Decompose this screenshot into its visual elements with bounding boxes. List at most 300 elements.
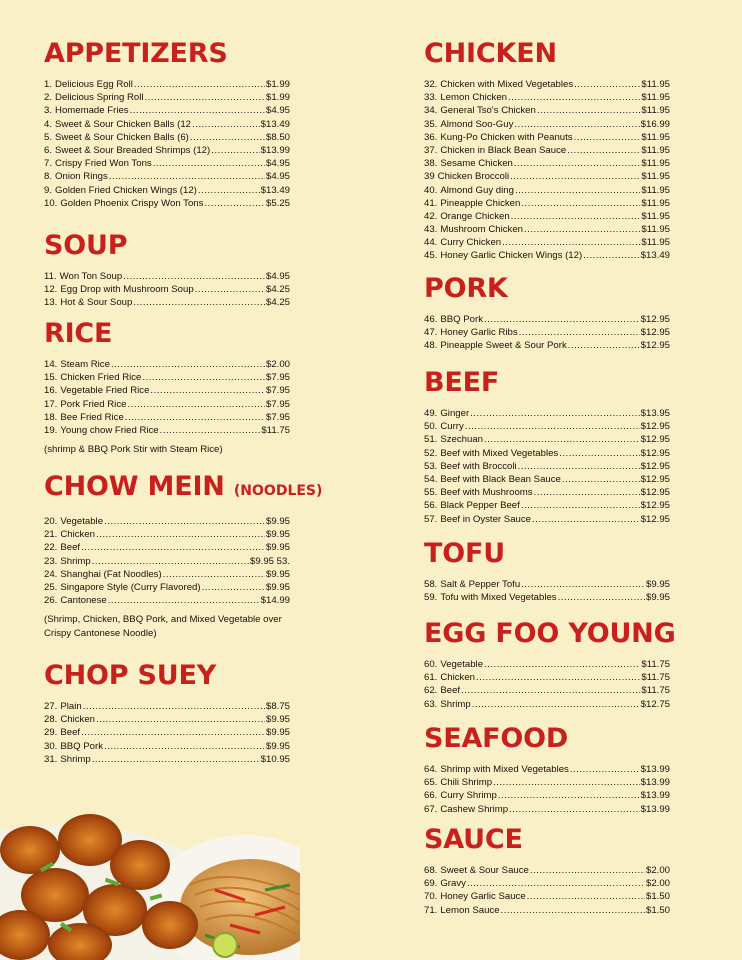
menu-item-number: 29.: [44, 727, 58, 739]
dot-leader: [81, 541, 265, 554]
menu-item: [44, 358, 290, 371]
menu-item-number: 8.: [44, 171, 53, 183]
menu-item-price: $1.50: [645, 891, 670, 903]
section-sauce: [424, 826, 670, 917]
menu-item-number: 12.: [44, 284, 58, 296]
section-title-text: APPETIZERS: [44, 38, 228, 69]
dot-leader: [125, 411, 265, 424]
menu-item-list: [424, 763, 670, 816]
dot-leader: [511, 210, 641, 223]
dot-leader: [537, 104, 641, 117]
menu-item: [44, 144, 290, 157]
menu-item-name: Shanghai (Fat Noodles): [60, 568, 162, 580]
menu-item-name: BBQ Pork: [440, 314, 483, 325]
menu-item-name: Won Ton Soup: [59, 271, 123, 282]
menu-item-number: 64.: [424, 764, 438, 775]
menu-item-name: Chicken Fried Rice: [60, 372, 142, 384]
menu-item: [44, 528, 290, 541]
menu-item-price: $12.95: [640, 473, 670, 485]
menu-item-number: 43.: [424, 224, 438, 236]
section-egg-foo-young: [424, 618, 676, 711]
menu-item-name: Pineapple Chicken: [440, 197, 521, 209]
menu-item: [44, 170, 290, 183]
dot-leader: [465, 420, 640, 433]
menu-item-price: $11.95: [641, 224, 670, 236]
menu-item: [44, 726, 290, 739]
menu-item-price: $4.25: [265, 284, 290, 296]
section-title: [424, 618, 676, 649]
menu-item-name: Sweet & Sour Chicken Balls (12: [55, 118, 191, 130]
menu-item-price: $11.75: [261, 424, 290, 436]
menu-item-number: 62.: [424, 685, 438, 697]
section-subtitle: (NOODLES): [233, 483, 323, 499]
menu-item: [44, 157, 290, 170]
section-appetizers: [44, 40, 290, 210]
section-title-text: SOUP: [44, 230, 128, 261]
menu-item: [424, 877, 670, 890]
dot-leader: [145, 91, 265, 104]
menu-item-price: $11.95: [641, 144, 670, 156]
menu-item-number: 11.: [44, 271, 57, 282]
section-title-text: CHOW MEIN: [44, 471, 225, 502]
menu-item-number: 28.: [44, 714, 58, 726]
menu-item-price: $4.95: [265, 105, 290, 117]
menu-item-price: $12.95: [640, 314, 670, 325]
menu-item-name: Curry Shrimp: [440, 790, 497, 802]
dot-leader: [521, 578, 645, 591]
menu-item-number: 49.: [424, 408, 438, 419]
menu-item-number: 35.: [424, 118, 438, 130]
menu-item-number: 54.: [424, 473, 438, 485]
menu-item-number: 59.: [424, 592, 438, 604]
menu-item-price: $7.95: [265, 372, 290, 384]
menu-item-price: $14.99: [260, 595, 290, 607]
menu-item-name: Delicious Egg Roll: [55, 79, 133, 90]
menu-item-number: 33.: [424, 92, 438, 104]
menu-item: [44, 411, 290, 424]
dot-leader: [127, 398, 265, 411]
menu-item: [424, 91, 670, 104]
menu-item: [424, 407, 670, 420]
menu-item-price: $13.99: [640, 790, 670, 802]
dot-leader: [484, 658, 640, 671]
dot-leader: [202, 581, 265, 594]
menu-item: [44, 296, 290, 309]
menu-item-price: $11.95: [641, 105, 670, 117]
menu-item-price: $13.99: [640, 777, 670, 789]
menu-item-name: Sesame Chicken: [440, 158, 513, 170]
menu-item-name: Szechuan: [440, 434, 484, 446]
menu-item: [44, 78, 290, 91]
menu-item-number: 63.: [424, 698, 438, 710]
dot-leader: [484, 313, 640, 326]
menu-item-price: $8.75: [265, 701, 290, 712]
menu-item-price: $1.99: [265, 92, 290, 104]
menu-item-number: 27.: [44, 701, 58, 712]
section-chicken: [424, 40, 670, 263]
section-title-text: EGG FOO YOUNG: [424, 618, 676, 649]
menu-item-name: Beef: [60, 727, 81, 739]
dot-leader: [510, 170, 640, 183]
section-title-text: SEAFOOD: [424, 723, 569, 754]
menu-item-number: 7.: [44, 158, 53, 170]
menu-item-number: 44.: [424, 237, 438, 249]
menu-item-number: 25.: [44, 581, 58, 593]
menu-item: [424, 157, 670, 170]
menu-item-number: 34.: [424, 105, 438, 117]
menu-item-number: 47.: [424, 327, 438, 339]
menu-item: [424, 197, 670, 210]
menu-item-number: 39: [424, 171, 435, 183]
dot-leader: [521, 197, 640, 210]
dot-leader: [134, 78, 265, 91]
dot-leader: [521, 499, 640, 512]
menu-item-list: [424, 313, 670, 353]
menu-item: [424, 698, 670, 711]
menu-item-number: 48.: [424, 340, 438, 352]
menu-item-list: [44, 78, 290, 210]
menu-item-price: $11.75: [641, 685, 670, 697]
section-beef: [424, 369, 670, 526]
menu-item-number: 26.: [44, 595, 58, 607]
menu-item-price: $9.95 53.: [249, 555, 290, 567]
menu-item: [44, 594, 290, 607]
section-pork: [424, 275, 670, 353]
menu-item-number: 60.: [424, 659, 438, 670]
menu-item-price: $9.95: [265, 581, 290, 593]
menu-item-name: Chicken Broccoli: [437, 171, 510, 183]
dot-leader: [574, 131, 641, 144]
menu-item-price: $13.99: [640, 803, 670, 815]
menu-item: [424, 433, 670, 446]
dot-leader: [109, 170, 265, 183]
menu-item-number: 58.: [424, 579, 438, 590]
dot-leader: [574, 78, 640, 91]
menu-item-number: 19.: [44, 424, 58, 436]
menu-item-number: 41.: [424, 197, 438, 209]
menu-item: [44, 270, 290, 283]
menu-item: [424, 591, 670, 604]
menu-item-number: 56.: [424, 500, 438, 512]
menu-item: [424, 486, 670, 499]
menu-item-name: Sweet & Sour Breaded Shrimps (12): [55, 144, 211, 156]
dot-leader: [515, 184, 640, 197]
menu-item-name: Chicken: [440, 672, 476, 684]
menu-item-price: $12.95: [640, 500, 670, 512]
dot-leader: [130, 104, 265, 117]
menu-item-name: Curry: [440, 421, 464, 433]
section-title-text: PORK: [424, 273, 508, 304]
menu-item: [424, 78, 670, 91]
menu-item: [424, 890, 670, 903]
menu-item-number: 65.: [424, 777, 438, 789]
menu-item-price: $7.95: [265, 385, 290, 397]
section-title-text: CHICKEN: [424, 38, 557, 69]
menu-item-price: $9.95: [265, 529, 290, 541]
dot-leader: [514, 157, 640, 170]
menu-item-list: [424, 78, 670, 263]
menu-item-price: $4.95: [265, 171, 290, 183]
dot-leader: [96, 713, 265, 726]
menu-item: [424, 864, 670, 877]
dot-leader: [108, 594, 260, 607]
section-soup: [44, 232, 290, 310]
menu-item-price: $13.49: [640, 250, 670, 262]
menu-item-name: Young chow Fried Rice: [60, 424, 159, 436]
menu-item: [424, 904, 670, 917]
dot-leader: [153, 157, 265, 170]
menu-item-name: Hot & Sour Soup: [60, 297, 133, 309]
section-title: [44, 232, 290, 260]
section-note: (shrimp & BBQ Pork Stir with Steam Rice): [44, 444, 223, 456]
menu-item-price: $11.75: [641, 659, 670, 670]
menu-item-name: Pork Fried Rice: [60, 398, 127, 410]
menu-item: [44, 197, 290, 210]
menu-item-price: $12.95: [640, 434, 670, 446]
section-title: [424, 826, 670, 854]
dot-leader: [519, 326, 640, 339]
menu-item-name: Cashew Shrimp: [440, 803, 509, 815]
section-title-text: TOFU: [424, 538, 505, 569]
menu-item: [44, 740, 290, 753]
section-chop-suey: [44, 662, 290, 766]
menu-item-name: Honey Garlic Ribs: [440, 327, 518, 339]
menu-item: [44, 515, 290, 528]
dot-leader: [532, 513, 640, 526]
menu-item-name: Kung-Po Chicken with Peanuts: [440, 131, 573, 143]
menu-item-price: $4.95: [265, 158, 290, 170]
dot-leader: [559, 447, 639, 460]
dot-leader: [567, 144, 640, 157]
menu-item-number: 38.: [424, 158, 438, 170]
dot-leader: [123, 270, 265, 283]
section-title-text: SAUCE: [424, 824, 523, 855]
menu-item-name: Almond Guy ding: [440, 184, 514, 196]
menu-item-name: Mushroom Chicken: [440, 224, 523, 236]
menu-item: [424, 776, 670, 789]
menu-item-price: $12.95: [640, 340, 670, 352]
menu-item-number: 2.: [44, 92, 53, 104]
dot-leader: [514, 118, 639, 131]
menu-item-price: $9.95: [265, 516, 290, 527]
menu-item-number: 32.: [424, 79, 438, 90]
section-title: [424, 725, 670, 753]
dot-leader: [501, 904, 645, 917]
menu-item-number: 22.: [44, 542, 58, 554]
menu-item-name: Bee Fried Rice: [60, 411, 124, 423]
menu-item-name: Curry Chicken: [440, 237, 502, 249]
menu-item-price: $12.75: [640, 698, 670, 710]
menu-item: [424, 184, 670, 197]
menu-item-name: Gravy: [440, 878, 466, 890]
menu-item-name: Golden Phoenix Crispy Won Tons: [60, 197, 204, 209]
menu-item-name: Vegetable Fried Rice: [60, 385, 150, 397]
menu-item-price: $9.95: [265, 740, 290, 752]
menu-item-name: Chicken: [60, 714, 96, 726]
menu-item-name: Sweet & Sour Chicken Balls (6): [55, 131, 189, 143]
menu-item-name: Ginger: [440, 408, 470, 419]
menu-item-name: Honey Garlic Sauce: [440, 891, 526, 903]
menu-item-price: $11.95: [641, 131, 670, 143]
menu-item-name: Honey Garlic Chicken Wings (12): [440, 250, 583, 262]
menu-item-number: 40.: [424, 184, 438, 196]
menu-item: [44, 581, 290, 594]
dot-leader: [81, 726, 265, 739]
dot-leader: [204, 197, 265, 210]
menu-item: [424, 447, 670, 460]
menu-item-price: $11.95: [641, 184, 670, 196]
menu-item-price: $9.95: [645, 592, 670, 604]
menu-item-name: Orange Chicken: [440, 210, 510, 222]
menu-item: [424, 210, 670, 223]
section-chow-mein: [44, 471, 323, 640]
menu-item-number: 21.: [44, 529, 58, 541]
section-title-text: BEEF: [424, 367, 500, 398]
section-title-text: RICE: [44, 318, 113, 349]
dot-leader: [461, 684, 640, 697]
menu-item-name: Cantonese: [60, 595, 107, 607]
menu-item-number: 15.: [44, 372, 58, 384]
menu-item-price: $11.75: [641, 672, 670, 684]
menu-item-name: Golden Fried Chicken Wings (12): [55, 184, 197, 196]
menu-item-name: Chicken: [60, 529, 96, 541]
menu-item-name: Beef with Black Bean Sauce: [440, 473, 561, 485]
menu-item-list: [44, 515, 290, 607]
menu-item: [424, 789, 670, 802]
menu-item-price: $9.95: [265, 727, 290, 739]
dot-leader: [534, 486, 640, 499]
menu-item: [44, 91, 290, 104]
menu-item-name: Vegetable: [440, 659, 484, 670]
menu-item-number: 51.: [424, 434, 438, 446]
menu-item-name: Shrimp: [60, 555, 91, 567]
menu-item-number: 30.: [44, 740, 58, 752]
menu-item-number: 10.: [44, 197, 58, 209]
dot-leader: [530, 864, 645, 877]
menu-item-number: 55.: [424, 487, 438, 499]
menu-item-number: 31.: [44, 753, 58, 765]
menu-item: [424, 236, 670, 249]
menu-item: [424, 339, 670, 352]
dot-leader: [467, 877, 645, 890]
menu-item-number: 68.: [424, 865, 438, 876]
menu-item: [44, 184, 290, 197]
menu-item-number: 57.: [424, 513, 438, 525]
section-title: [44, 320, 290, 348]
dot-leader: [150, 384, 265, 397]
menu-item-price: $4.95: [265, 271, 290, 282]
menu-item-number: 9.: [44, 184, 53, 196]
section-tofu: [424, 540, 670, 604]
menu-item: [44, 118, 290, 131]
menu-item-price: $9.95: [645, 579, 670, 590]
menu-item-number: 18.: [44, 411, 58, 423]
menu-item-list: [44, 358, 290, 437]
menu-item-name: Shrimp: [440, 698, 471, 710]
menu-item-price: $11.95: [641, 171, 670, 183]
menu-item-number: 13.: [44, 297, 58, 309]
menu-item: [424, 473, 670, 486]
menu-item-number: 69.: [424, 878, 438, 890]
menu-item: [44, 283, 290, 296]
menu-item-number: 66.: [424, 790, 438, 802]
food-photo-icon: [0, 795, 300, 960]
menu-item-price: $2.00: [265, 359, 290, 370]
menu-item-price: $13.99: [260, 144, 290, 156]
menu-item-name: Beef with Broccoli: [440, 460, 517, 472]
dot-leader: [104, 740, 265, 753]
menu-item-name: Black Pepper Beef: [440, 500, 520, 512]
menu-item: [424, 170, 670, 183]
menu-item-name: Egg Drop with Mushroom Soup: [60, 284, 194, 296]
dot-leader: [470, 407, 640, 420]
menu-item-price: $4.25: [265, 297, 290, 309]
menu-item-price: $13.49: [260, 184, 290, 196]
section-title: [424, 369, 670, 397]
menu-item-name: Delicious Spring Roll: [55, 92, 144, 104]
menu-item-price: $10.95: [260, 753, 290, 765]
menu-item-list: [44, 270, 290, 310]
menu-item: [424, 326, 670, 339]
menu-item-name: Beef: [60, 542, 81, 554]
menu-item-name: Crispy Fried Won Tons: [55, 158, 152, 170]
menu-item: [424, 249, 670, 262]
menu-item-price: $11.95: [641, 210, 670, 222]
menu-item-list: [424, 658, 670, 711]
menu-item-price: $2.00: [645, 878, 670, 890]
menu-item-number: 50.: [424, 421, 438, 433]
menu-item: [44, 568, 290, 581]
menu-item: [424, 420, 670, 433]
menu-item: [424, 104, 670, 117]
menu-item-price: $2.00: [645, 865, 670, 876]
section-title: [424, 40, 670, 68]
dot-leader: [160, 424, 261, 437]
section-note: (Shrimp, Chicken, BBQ Pork, and Mixed Vegetable over Crispy Cantonese Noodle): [44, 614, 282, 639]
menu-item: [44, 131, 290, 144]
menu-item-number: 61.: [424, 672, 438, 684]
menu-item: [44, 555, 290, 568]
menu-item-number: 24.: [44, 568, 58, 580]
menu-item-name: Beef in Oyster Sauce: [440, 513, 531, 525]
menu-item-number: 45.: [424, 250, 438, 262]
menu-item-number: 6.: [44, 144, 53, 156]
menu-item-price: $16.99: [640, 118, 670, 130]
menu-item: [44, 424, 290, 437]
dot-leader: [133, 296, 265, 309]
menu-item-price: $9.95: [265, 568, 290, 580]
section-title: [424, 275, 670, 303]
menu-item-name: Steam Rice: [60, 359, 110, 370]
menu-item: [424, 460, 670, 473]
menu-item-price: $13.99: [640, 764, 670, 775]
menu-item-name: Beef with Mushrooms: [440, 487, 533, 499]
menu-item-name: Chili Shrimp: [440, 777, 493, 789]
menu-item-price: $9.95: [265, 714, 290, 726]
menu-item-number: 20.: [44, 516, 58, 527]
dot-leader: [476, 671, 640, 684]
menu-item-price: $12.95: [640, 421, 670, 433]
menu-item-name: Beef: [440, 685, 461, 697]
dot-leader: [92, 555, 249, 568]
section-title: [44, 662, 290, 690]
menu-item-number: 1.: [44, 79, 53, 90]
section-title-text: CHOP SUEY: [44, 660, 217, 691]
section-seafood: [424, 725, 670, 816]
menu-item-name: Sweet & Sour Sauce: [440, 865, 529, 876]
menu-item: [424, 671, 670, 684]
menu-item: [424, 763, 670, 776]
